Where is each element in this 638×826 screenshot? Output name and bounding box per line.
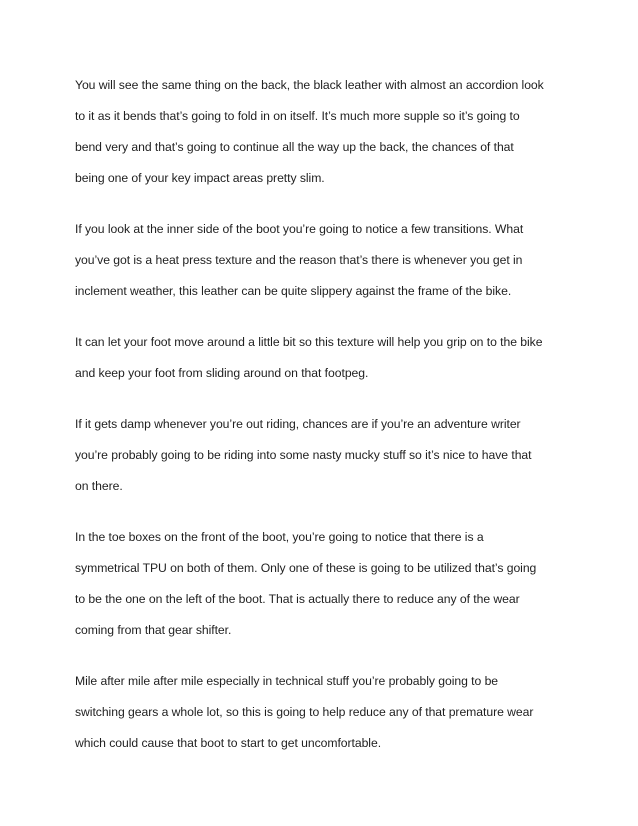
text-line: you’re probably going to be riding into some nasty mucky stuff so it’s nice to have that	[75, 448, 532, 462]
text-line: to it as it bends that’s going to fold in on itself. It’s much more supple so it’s going to	[75, 109, 520, 123]
text-line: coming from that gear shifter.	[75, 623, 232, 637]
text-line: on there.	[75, 479, 123, 493]
document-body	[75, 70, 575, 779]
text-line: If you look at the inner side of the boot you’re going to notice a few transitions. What	[75, 222, 524, 236]
text-line: switching gears a whole lot, so this is going to help reduce any of that premature wear	[75, 705, 534, 719]
paragraph-back-leather	[75, 70, 575, 194]
text-line: bend very and that’s going to continue all the way up the back, the chances of that	[75, 140, 514, 154]
text-line: to be the one on the left of the boot. That is actually there to reduce any of the wear	[75, 592, 520, 606]
text-line: you’ve got is a heat press texture and the reason that’s there is whenever you get in	[75, 253, 523, 267]
text-line: inclement weather, this leather can be quite slippery against the frame of the bike.	[75, 284, 512, 298]
paragraph-toe-boxes	[75, 522, 575, 646]
text-line: symmetrical TPU on both of them. Only one of these is going to be utilized that’s going	[75, 561, 537, 575]
paragraph-inner-side	[75, 214, 575, 307]
text-line: being one of your key impact areas pretty slim.	[75, 171, 325, 185]
text-line: If it gets damp whenever you’re out riding, chances are if you’re an adventure writer	[75, 417, 521, 431]
text-line: You will see the same thing on the back, the black leather with almost an accordion look	[75, 78, 544, 92]
text-line: and keep your foot from sliding around on that footpeg.	[75, 366, 369, 380]
text-line: Mile after mile after mile especially in technical stuff you’re probably going to be	[75, 674, 499, 688]
text-line: In the toe boxes on the front of the boot, you’re going to notice that there is a	[75, 530, 484, 544]
paragraph-damp-riding	[75, 409, 575, 502]
text-line: It can let your foot move around a little bit so this texture will help you grip on to the bike	[75, 335, 543, 349]
paragraph-gear-wear	[75, 666, 575, 759]
text-line: which could cause that boot to start to get uncomfortable.	[75, 736, 382, 750]
paragraph-grip-texture	[75, 327, 575, 389]
